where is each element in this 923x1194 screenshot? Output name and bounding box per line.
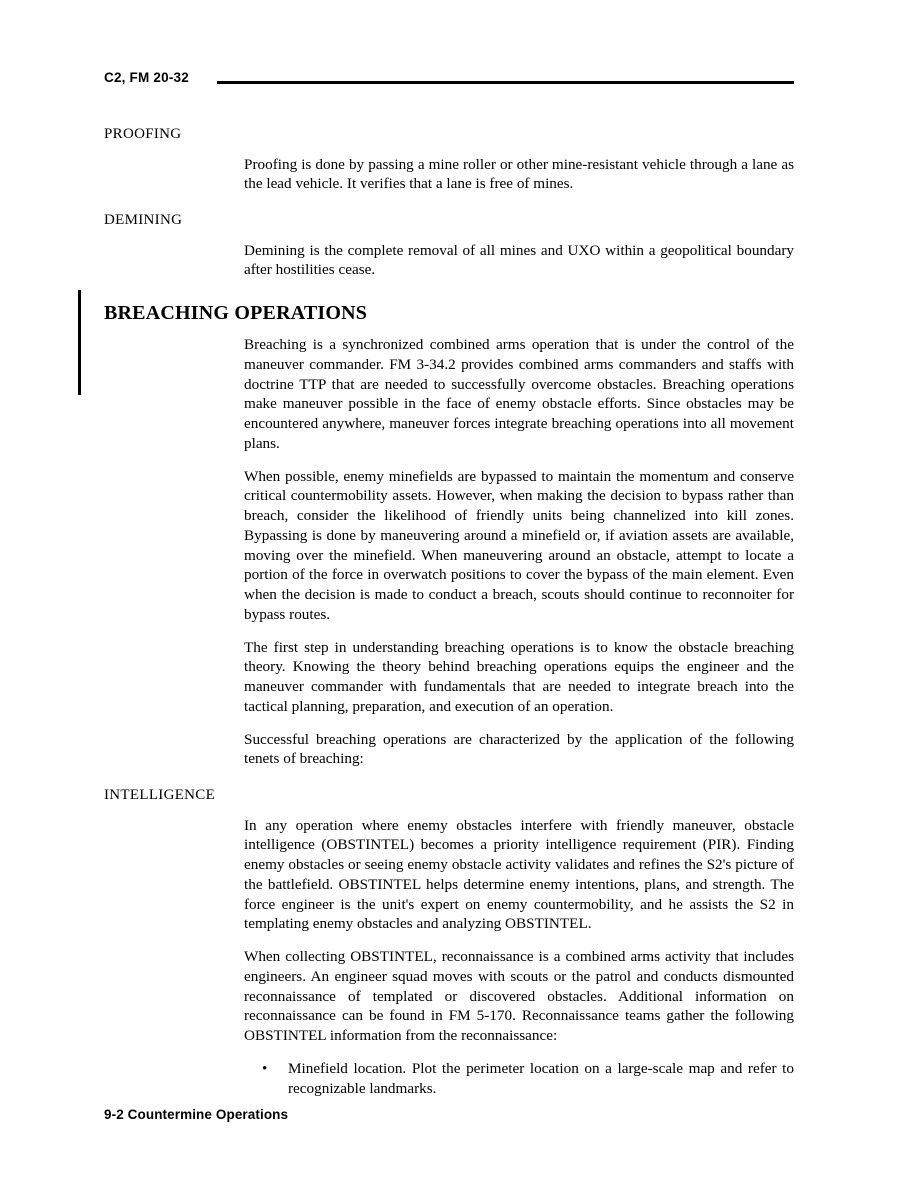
section-proofing	[104, 126, 794, 194]
paragraph-demining: Demining is the complete removal of all mines and UXO within a geopolitical boundary after hostilities cease.	[244, 241, 794, 279]
list-item	[244, 1059, 794, 1099]
paragraph-proofing: Proofing is done by passing a mine roller or other mine-resistant vehicle through a lane as the lead vehicle. It verifies that a lane is free of mines.	[244, 155, 794, 193]
paragraph-breaching-2: When possible, enemy minefields are bypassed to maintain the momentum and conserve critical countermobility assets. However, when making the decision to bypass rather than breach, consider the likelihood of friendly units being channelized into kill zones. Bypassing is done by maneuvering around a minefield or, if aviation assets are available, moving over the minefield. When maneuvering around an obstacle, attempt to locate a portion of the force in overwatch positions to cover the bypass of the main element. Even when the decision is made to conduct a breach, scouts should continue to reconnoiter for bypass routes.	[244, 467, 794, 623]
section-intelligence	[104, 787, 794, 1098]
section-heading-breaching-operations: BREACHING OPERATIONS	[104, 302, 368, 324]
section-label-intelligence: INTELLIGENCE	[104, 787, 216, 803]
section-demining	[104, 212, 794, 280]
intelligence-bullet-list	[104, 1059, 794, 1099]
page-header	[104, 70, 794, 92]
header-title: C2, FM 20-32	[104, 70, 189, 85]
section-label-demining: DEMINING	[104, 212, 183, 228]
paragraph-breaching-3: The first step in understanding breaching operations is to know the obstacle breaching theory. Knowing the theory behind breaching operations equips the engineer and the maneuver commander with fundamentals that are needed to integrate breach into the tactical planning, preparation, and execution of an operation.	[244, 638, 794, 715]
page-content	[104, 126, 794, 1098]
paragraph-intelligence-1: In any operation where enemy obstacles interfere with friendly maneuver, obstacle intelligence (OBSTINTEL) becomes a priority intelligence requirement (PIR). Finding enemy obstacles or seeing enemy obstacle activity validates and refines the S2's picture of the battlefield. OBSTINTEL helps determine enemy intentions, plans, and strength. The force engineer is the unit's expert on enemy countermobility, and he assists the S2 in templating enemy obstacles and analyzing OBSTINTEL.	[244, 816, 794, 933]
change-bar	[78, 290, 81, 395]
list-item-text: Minefield location. Plot the perimeter location on a large-scale map and refer to recognizable landmarks.	[288, 1059, 794, 1097]
paragraph-breaching-1: Breaching is a synchronized combined arms operation that is under the control of the maneuver commander. FM 3-34.2 provides combined arms commanders and staffs with doctrine TTP that are needed to successfully overcome obstacles. Breaching operations make maneuver possible in the face of enemy obstacle efforts. Since obstacles may be encountered anywhere, maneuver forces integrate breaching operations into all movement plans.	[244, 336, 794, 452]
header-rule	[217, 81, 794, 84]
page-footer: 9-2 Countermine Operations	[104, 1107, 289, 1122]
paragraph-intelligence-2: When collecting OBSTINTEL, reconnaissance is a combined arms activity that includes engineers. An engineer squad moves with scouts or the patrol and conducts dismounted reconnaissance of templated or discovered obstacles. Additional information on reconnaissance can be found in FM 5-170. Reconnaissance teams gather the following OBSTINTEL information from the reconnaissance:	[244, 948, 794, 1044]
section-label-proofing: PROOFING	[104, 126, 182, 142]
paragraph-breaching-4: Successful breaching operations are characterized by the application of the following tenets of breaching:	[244, 730, 794, 768]
bullet-icon: •	[262, 1059, 268, 1077]
